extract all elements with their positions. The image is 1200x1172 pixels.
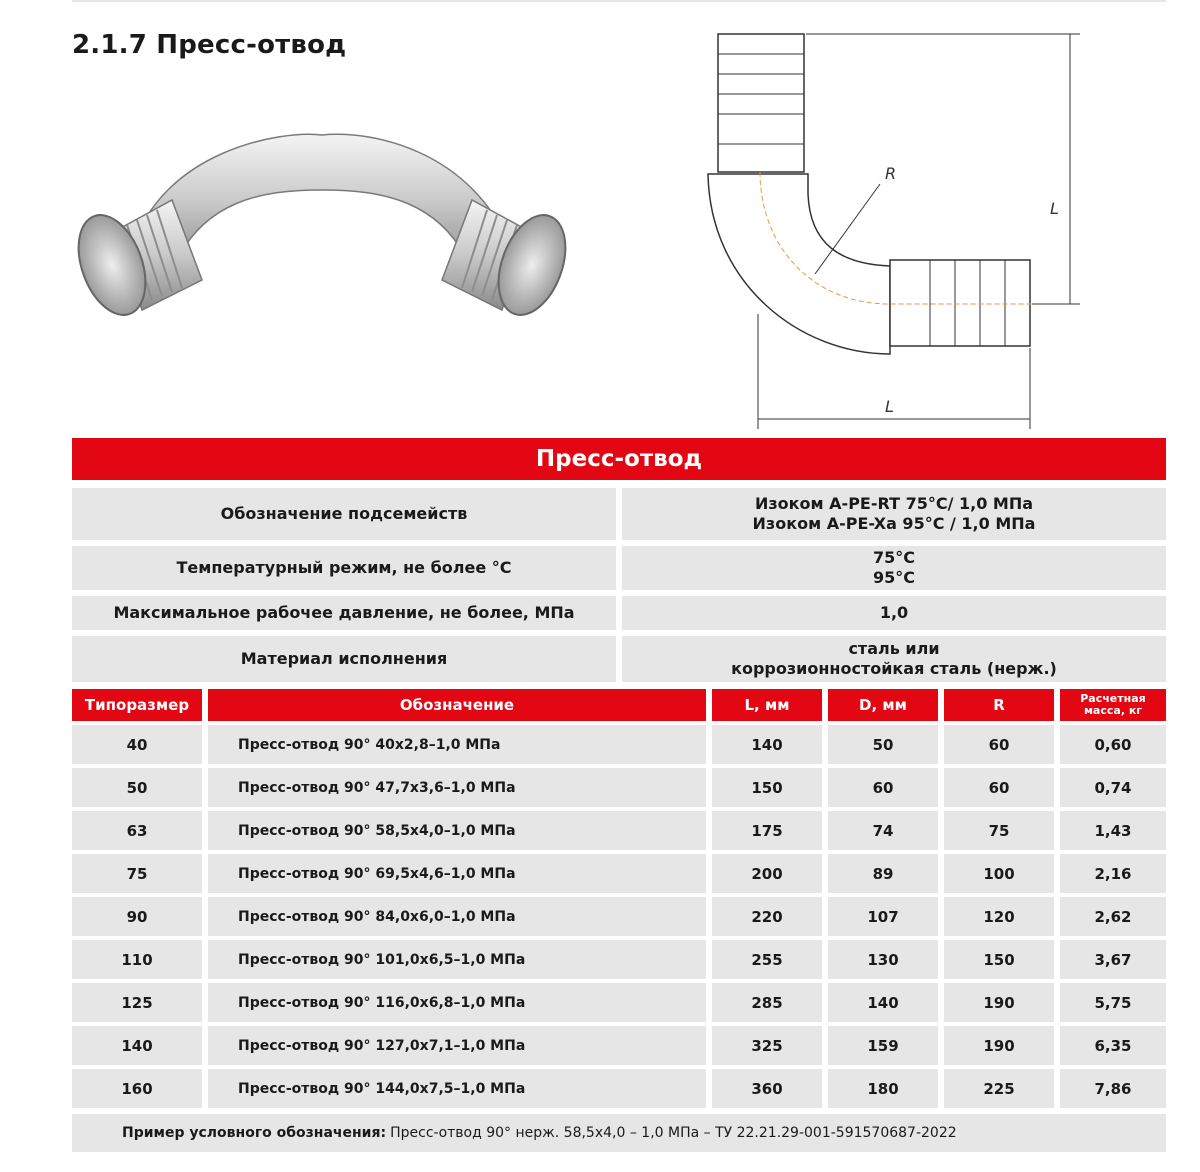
property-value bbox=[622, 596, 1166, 630]
cell-d: 50 bbox=[828, 725, 938, 764]
cell-mass: 5,75 bbox=[1060, 983, 1166, 1022]
table-header bbox=[72, 689, 1166, 721]
table-row bbox=[72, 983, 1166, 1022]
cell-l: 220 bbox=[712, 897, 822, 936]
table-row bbox=[72, 1026, 1166, 1065]
property-value-line: Изоком A-PE-RT 75°C/ 1,0 МПа bbox=[754, 494, 1034, 513]
cell-r: 100 bbox=[944, 854, 1054, 893]
table-row bbox=[72, 897, 1166, 936]
cell-r: 60 bbox=[944, 725, 1054, 764]
property-row bbox=[72, 636, 1166, 682]
cell-d: 107 bbox=[828, 897, 938, 936]
property-value-line: 75°С bbox=[872, 548, 915, 567]
footer-text: Пресс-отвод 90° нерж. 58,5х4,0 – 1,0 МПа – ТУ 22.21.29-001-591570687-2022 bbox=[390, 1125, 957, 1141]
sizes-table bbox=[72, 689, 1166, 1112]
property-label: Температурный режим, не более °С bbox=[72, 546, 616, 590]
cell-l: 150 bbox=[712, 768, 822, 807]
property-row bbox=[72, 546, 1166, 590]
table-body bbox=[72, 725, 1166, 1108]
property-value bbox=[622, 636, 1166, 682]
cell-d: 130 bbox=[828, 940, 938, 979]
property-value-line: 1,0 bbox=[879, 603, 909, 622]
header-r: R bbox=[944, 689, 1054, 721]
cell-designation: Пресс-отвод 90° 58,5х4,0–1,0 МПа bbox=[208, 811, 706, 850]
cell-d: 89 bbox=[828, 854, 938, 893]
top-divider bbox=[72, 0, 1166, 2]
cell-designation: Пресс-отвод 90° 40х2,8–1,0 МПа bbox=[208, 725, 706, 764]
property-value-line: 95°С bbox=[872, 568, 915, 587]
property-value-line: сталь или bbox=[848, 639, 940, 658]
cell-designation: Пресс-отвод 90° 144,0х7,5–1,0 МПа bbox=[208, 1069, 706, 1108]
cell-l: 200 bbox=[712, 854, 822, 893]
cell-r: 150 bbox=[944, 940, 1054, 979]
cell-size: 160 bbox=[72, 1069, 202, 1108]
cell-designation: Пресс-отвод 90° 116,0х6,8–1,0 МПа bbox=[208, 983, 706, 1022]
cell-designation: Пресс-отвод 90° 84,0х6,0–1,0 МПа bbox=[208, 897, 706, 936]
property-row bbox=[72, 596, 1166, 630]
cell-designation: Пресс-отвод 90° 47,7х3,6–1,0 МПа bbox=[208, 768, 706, 807]
drawing-label-r: R bbox=[885, 164, 897, 183]
cell-l: 325 bbox=[712, 1026, 822, 1065]
cell-r: 120 bbox=[944, 897, 1054, 936]
cell-d: 140 bbox=[828, 983, 938, 1022]
cell-designation: Пресс-отвод 90° 69,5х4,6–1,0 МПа bbox=[208, 854, 706, 893]
footer-example bbox=[72, 1114, 1166, 1152]
header-d: D, мм bbox=[828, 689, 938, 721]
cell-d: 180 bbox=[828, 1069, 938, 1108]
cell-mass: 0,60 bbox=[1060, 725, 1166, 764]
table-row bbox=[72, 811, 1166, 850]
property-row bbox=[72, 488, 1166, 540]
cell-l: 255 bbox=[712, 940, 822, 979]
cell-l: 285 bbox=[712, 983, 822, 1022]
cell-mass: 2,62 bbox=[1060, 897, 1166, 936]
cell-size: 125 bbox=[72, 983, 202, 1022]
band-title: Пресс-отвод bbox=[535, 446, 703, 472]
table-row bbox=[72, 768, 1166, 807]
cell-size: 110 bbox=[72, 940, 202, 979]
property-label: Материал исполнения bbox=[72, 636, 616, 682]
cell-r: 190 bbox=[944, 1026, 1054, 1065]
cell-d: 74 bbox=[828, 811, 938, 850]
product-illustration bbox=[72, 110, 572, 430]
cell-size: 63 bbox=[72, 811, 202, 850]
properties-table bbox=[72, 488, 1166, 688]
footer-label: Пример условного обозначения: bbox=[122, 1125, 387, 1141]
header-designation: Обозначение bbox=[208, 689, 706, 721]
header-size: Типоразмер bbox=[72, 689, 202, 721]
cell-l: 360 bbox=[712, 1069, 822, 1108]
property-value bbox=[622, 546, 1166, 590]
cell-size: 90 bbox=[72, 897, 202, 936]
cell-size: 140 bbox=[72, 1026, 202, 1065]
technical-drawing bbox=[690, 14, 1110, 434]
cell-d: 159 bbox=[828, 1026, 938, 1065]
cell-l: 140 bbox=[712, 725, 822, 764]
drawing-label-l-vertical: L bbox=[1050, 199, 1059, 218]
page-title: 2.1.7 Пресс-отвод bbox=[72, 30, 347, 60]
table-row bbox=[72, 1069, 1166, 1108]
cell-r: 225 bbox=[944, 1069, 1054, 1108]
cell-mass: 1,43 bbox=[1060, 811, 1166, 850]
header-l: L, мм bbox=[712, 689, 822, 721]
cell-r: 60 bbox=[944, 768, 1054, 807]
cell-mass: 7,86 bbox=[1060, 1069, 1166, 1108]
cell-designation: Пресс-отвод 90° 127,0х7,1–1,0 МПа bbox=[208, 1026, 706, 1065]
cell-l: 175 bbox=[712, 811, 822, 850]
header-mass: Расчетная масса, кг bbox=[1060, 689, 1166, 721]
table-row bbox=[72, 940, 1166, 979]
property-value-line: Изоком A-PE-Xa 95°C / 1,0 МПа bbox=[752, 514, 1036, 533]
cell-size: 40 bbox=[72, 725, 202, 764]
property-label: Максимальное рабочее давление, не более, МПа bbox=[72, 596, 616, 630]
property-value bbox=[622, 488, 1166, 540]
cell-r: 190 bbox=[944, 983, 1054, 1022]
table-row bbox=[72, 725, 1166, 764]
table-row bbox=[72, 854, 1166, 893]
cell-mass: 0,74 bbox=[1060, 768, 1166, 807]
cell-mass: 3,67 bbox=[1060, 940, 1166, 979]
cell-designation: Пресс-отвод 90° 101,0х6,5–1,0 МПа bbox=[208, 940, 706, 979]
cell-d: 60 bbox=[828, 768, 938, 807]
property-value-line: коррозионностойкая сталь (нерж.) bbox=[731, 659, 1057, 678]
cell-size: 50 bbox=[72, 768, 202, 807]
property-label: Обозначение подсемейств bbox=[72, 488, 616, 540]
cell-r: 75 bbox=[944, 811, 1054, 850]
cell-size: 75 bbox=[72, 854, 202, 893]
cell-mass: 6,35 bbox=[1060, 1026, 1166, 1065]
drawing-label-l-horizontal: L bbox=[885, 397, 894, 416]
section-band bbox=[72, 438, 1166, 480]
cell-mass: 2,16 bbox=[1060, 854, 1166, 893]
